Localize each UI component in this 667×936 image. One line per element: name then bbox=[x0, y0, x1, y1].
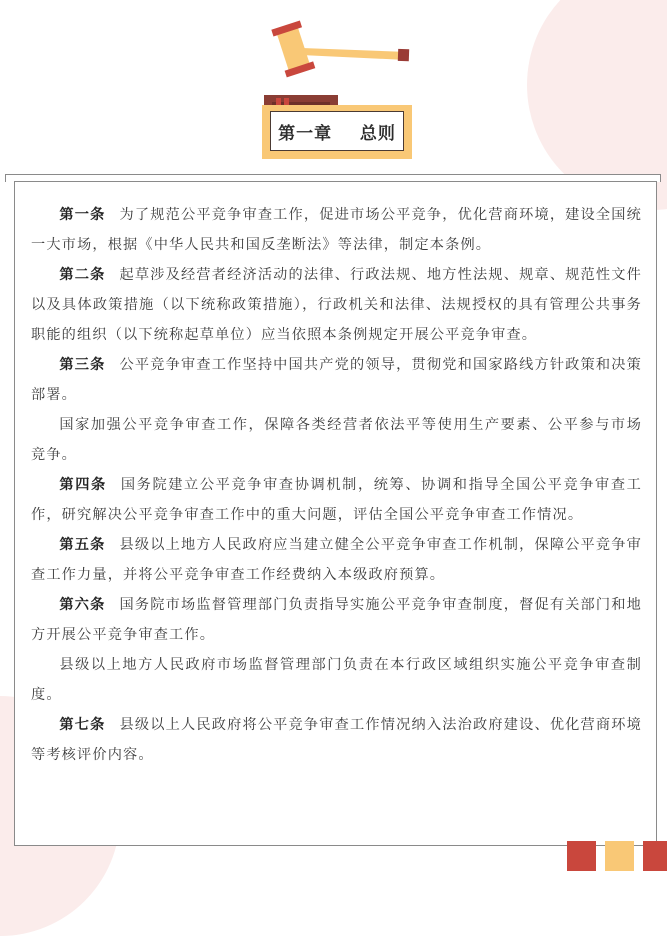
decorative-square-yellow bbox=[605, 841, 634, 871]
article-7: 第七条 县级以上人民政府将公平竞争审查工作情况纳入法治政府建设、优化营商环境等考核评价内容。 bbox=[31, 717, 642, 763]
article-1: 第一条 为了规范公平竞争审查工作，促进市场公平竞争，优化营商环境，建设全国统一大市场，根据《中华人民共和国反垄断法》等法律，制定本条例。 bbox=[31, 207, 642, 253]
article-6: 第六条 国务院市场监督管理部门负责指导实施公平竞争审查制度，督促有关部门和地方开展公平竞争审查工作。 bbox=[31, 597, 642, 643]
article-2: 第二条 起草涉及经营者经济活动的法律、行政法规、地方性法规、规章、规范性文件以及具体政策措施（以下统称政策措施），行政机关和法律、法规授权的具有管理公共事务职能的组织（以下统称起草单位）应当依照本条例规定开展公平竞争审查。 bbox=[31, 267, 642, 343]
chapter-title: 第一章 总则 bbox=[278, 123, 396, 144]
decorative-square-red bbox=[567, 841, 596, 871]
article-5: 第五条 县级以上地方人民政府应当建立健全公平竞争审查工作机制，保障公平竞争审查工作力量，并将公平竞争审查工作经费纳入本级政府预算。 bbox=[31, 537, 642, 583]
chapter-title-box bbox=[262, 105, 412, 159]
article-list bbox=[31, 200, 642, 770]
article-4: 第四条 国务院建立公平竞争审查协调机制，统筹、协调和指导全国公平竞争审查工作，研究解决公平竞争审查工作中的重大问题，评估全国公平竞争审查工作情况。 bbox=[31, 477, 643, 523]
article-3-para-2: 国家加强公平竞争审查工作，保障各类经营者依法平等使用生产要素、公平参与市场竞争。 bbox=[31, 417, 642, 463]
article-6-para-2: 县级以上地方人民政府市场监督管理部门负责在本行政区域组织实施公平竞争审查制度。 bbox=[31, 657, 642, 703]
article-3: 第三条 公平竞争审查工作坚持中国共产党的领导，贯彻党和国家路线方针政策和决策部署。 bbox=[31, 357, 642, 403]
decorative-square-red-edge bbox=[643, 841, 667, 871]
